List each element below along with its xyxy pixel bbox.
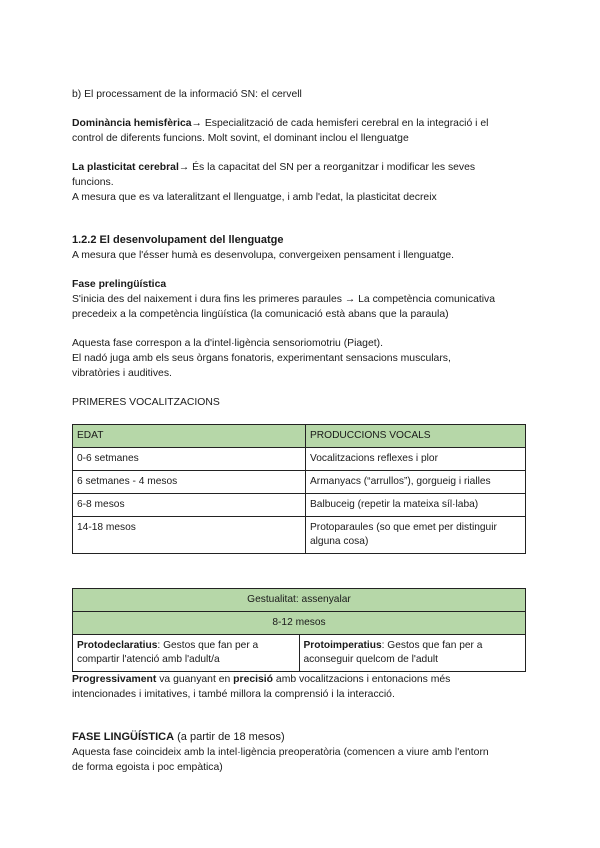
progress-line-2: intencionades i imitatives, i també millora la comprensió i la interacció. [72, 689, 395, 701]
protodeclaratives-text-2: compartir l'atenció amb l'adult/a [77, 654, 220, 665]
protodeclaratives-term: Protodeclaratius [77, 640, 158, 651]
plasticity-term: La plasticitat cerebral [72, 162, 179, 173]
header-age: EDAT [73, 425, 306, 448]
progress-term-2: precisió [233, 674, 274, 685]
cell-production-line-2: alguna cosa) [310, 536, 369, 547]
vocalizations-caption [72, 395, 532, 410]
cell-age: 6 setmanes - 4 mesos [73, 471, 306, 494]
linguistic-line-1: Aquesta fase coincideix amb la intel·ligència preoperatòria (comencen a viure amb l'entorn [72, 747, 489, 759]
cell-age: 14-18 mesos [73, 517, 306, 554]
plasticity-text-2: funcions. [72, 177, 114, 189]
protodeclaratives-text-1: : Gestos que fan per a [157, 640, 259, 651]
dominance-text-2: control de diferents funcions. Molt sovint, el dominant inclou el llenguatge [72, 133, 409, 145]
gestures-title-row [73, 589, 526, 612]
prelinguistic-details [72, 336, 532, 382]
dominance-term: Dominància hemisfèrica [72, 118, 192, 129]
gestures-table [72, 588, 526, 672]
linguistic-subtitle: (a partir de 18 mesos) [174, 731, 285, 743]
gestures-age-row [73, 612, 526, 635]
protodeclaratives-cell [73, 635, 300, 672]
table-row [73, 448, 526, 471]
section-b-text: b) El processament de la informació SN: el cervell [72, 89, 302, 100]
section-b-heading [72, 87, 532, 102]
linguistic-section [72, 730, 532, 776]
cell-production: Balbuceig (repetir la mateixa síl·laba) [306, 494, 526, 517]
section-122 [72, 233, 532, 263]
gestures-types-row [73, 635, 526, 672]
cell-production-line-1: Protoparaules (so que emet per distinguir [310, 522, 497, 533]
cell-age: 6-8 mesos [73, 494, 306, 517]
vocalizations-caption-text: PRIMERES VOCALITZACIONS [72, 397, 220, 408]
plasticity-text-3: A mesura que es va lateralitzant el llenguatge, i amb l'edat, la plasticitat decreix [72, 192, 437, 204]
prelinguistic-line-1: S'inicia des del naixement i dura fins les primeres paraules → La competència comunicativa [72, 294, 496, 306]
prelinguistic-line-2: precedeix a la competència lingüística (la comunicació està abans que la paraula) [72, 309, 449, 321]
section-122-title: 1.2.2 El desenvolupament del llenguatge [72, 234, 284, 246]
progress-text-1: va guanyant en [156, 674, 234, 685]
table-row [73, 494, 526, 517]
header-productions: PRODUCCIONS VOCALS [306, 425, 526, 448]
prelinguistic-line-4: El nadó juga amb els seus òrgans fonatoris, experimentant sensacions musculars, [72, 353, 451, 365]
table-header-row [73, 425, 526, 448]
prelinguistic-line-3: Aquesta fase correspon a la d'intel·ligència sensoriomotriu (Piaget). [72, 338, 383, 349]
cell-production: Armanyacs (“arrullos”), gorgueig i rialles [306, 471, 526, 494]
cell-production: Vocalitzacions reflexes i plor [306, 448, 526, 471]
section-122-text: A mesura que l'ésser humà es desenvolupa, convergeixen pensament i llenguatge. [72, 250, 455, 262]
protoimperatives-text-1: : Gestos que fan per a [381, 640, 483, 651]
cell-age: 0-6 setmanes [73, 448, 306, 471]
protoimperatives-cell [299, 635, 526, 672]
protoimperatives-text-2: aconseguir quelcom de l'adult [303, 654, 438, 665]
prelinguistic-line-5: vibratòries i auditives. [72, 368, 172, 380]
dominance-text-1: → Especialització de cada hemisferi cerebral en la integració i el [191, 118, 489, 129]
table-row [73, 517, 526, 554]
linguistic-line-2: de forma egoista i poc empàtica) [72, 762, 223, 774]
plasticity-paragraph [72, 160, 532, 206]
gestures-age: 8-12 mesos [73, 612, 526, 635]
prelinguistic-title: Fase prelingüística [72, 279, 167, 290]
plasticity-text-1: → És la capacitat del SN per a reorganitzar i modificar les seves [178, 162, 476, 173]
progress-text-2: amb vocalitzacions i entonacions més [273, 674, 451, 685]
table-row [73, 471, 526, 494]
gestures-title: Gestualitat: assenyalar [73, 589, 526, 612]
protoimperatives-term: Protoimperatius [303, 640, 382, 651]
prelinguistic-section [72, 277, 532, 323]
progress-term-1: Progressivament [72, 674, 157, 685]
linguistic-title: FASE LINGÜÍSTICA [72, 731, 175, 743]
vocalizations-table [72, 424, 526, 554]
cell-production [306, 517, 526, 554]
progress-paragraph [72, 672, 532, 702]
dominance-paragraph [72, 116, 532, 146]
